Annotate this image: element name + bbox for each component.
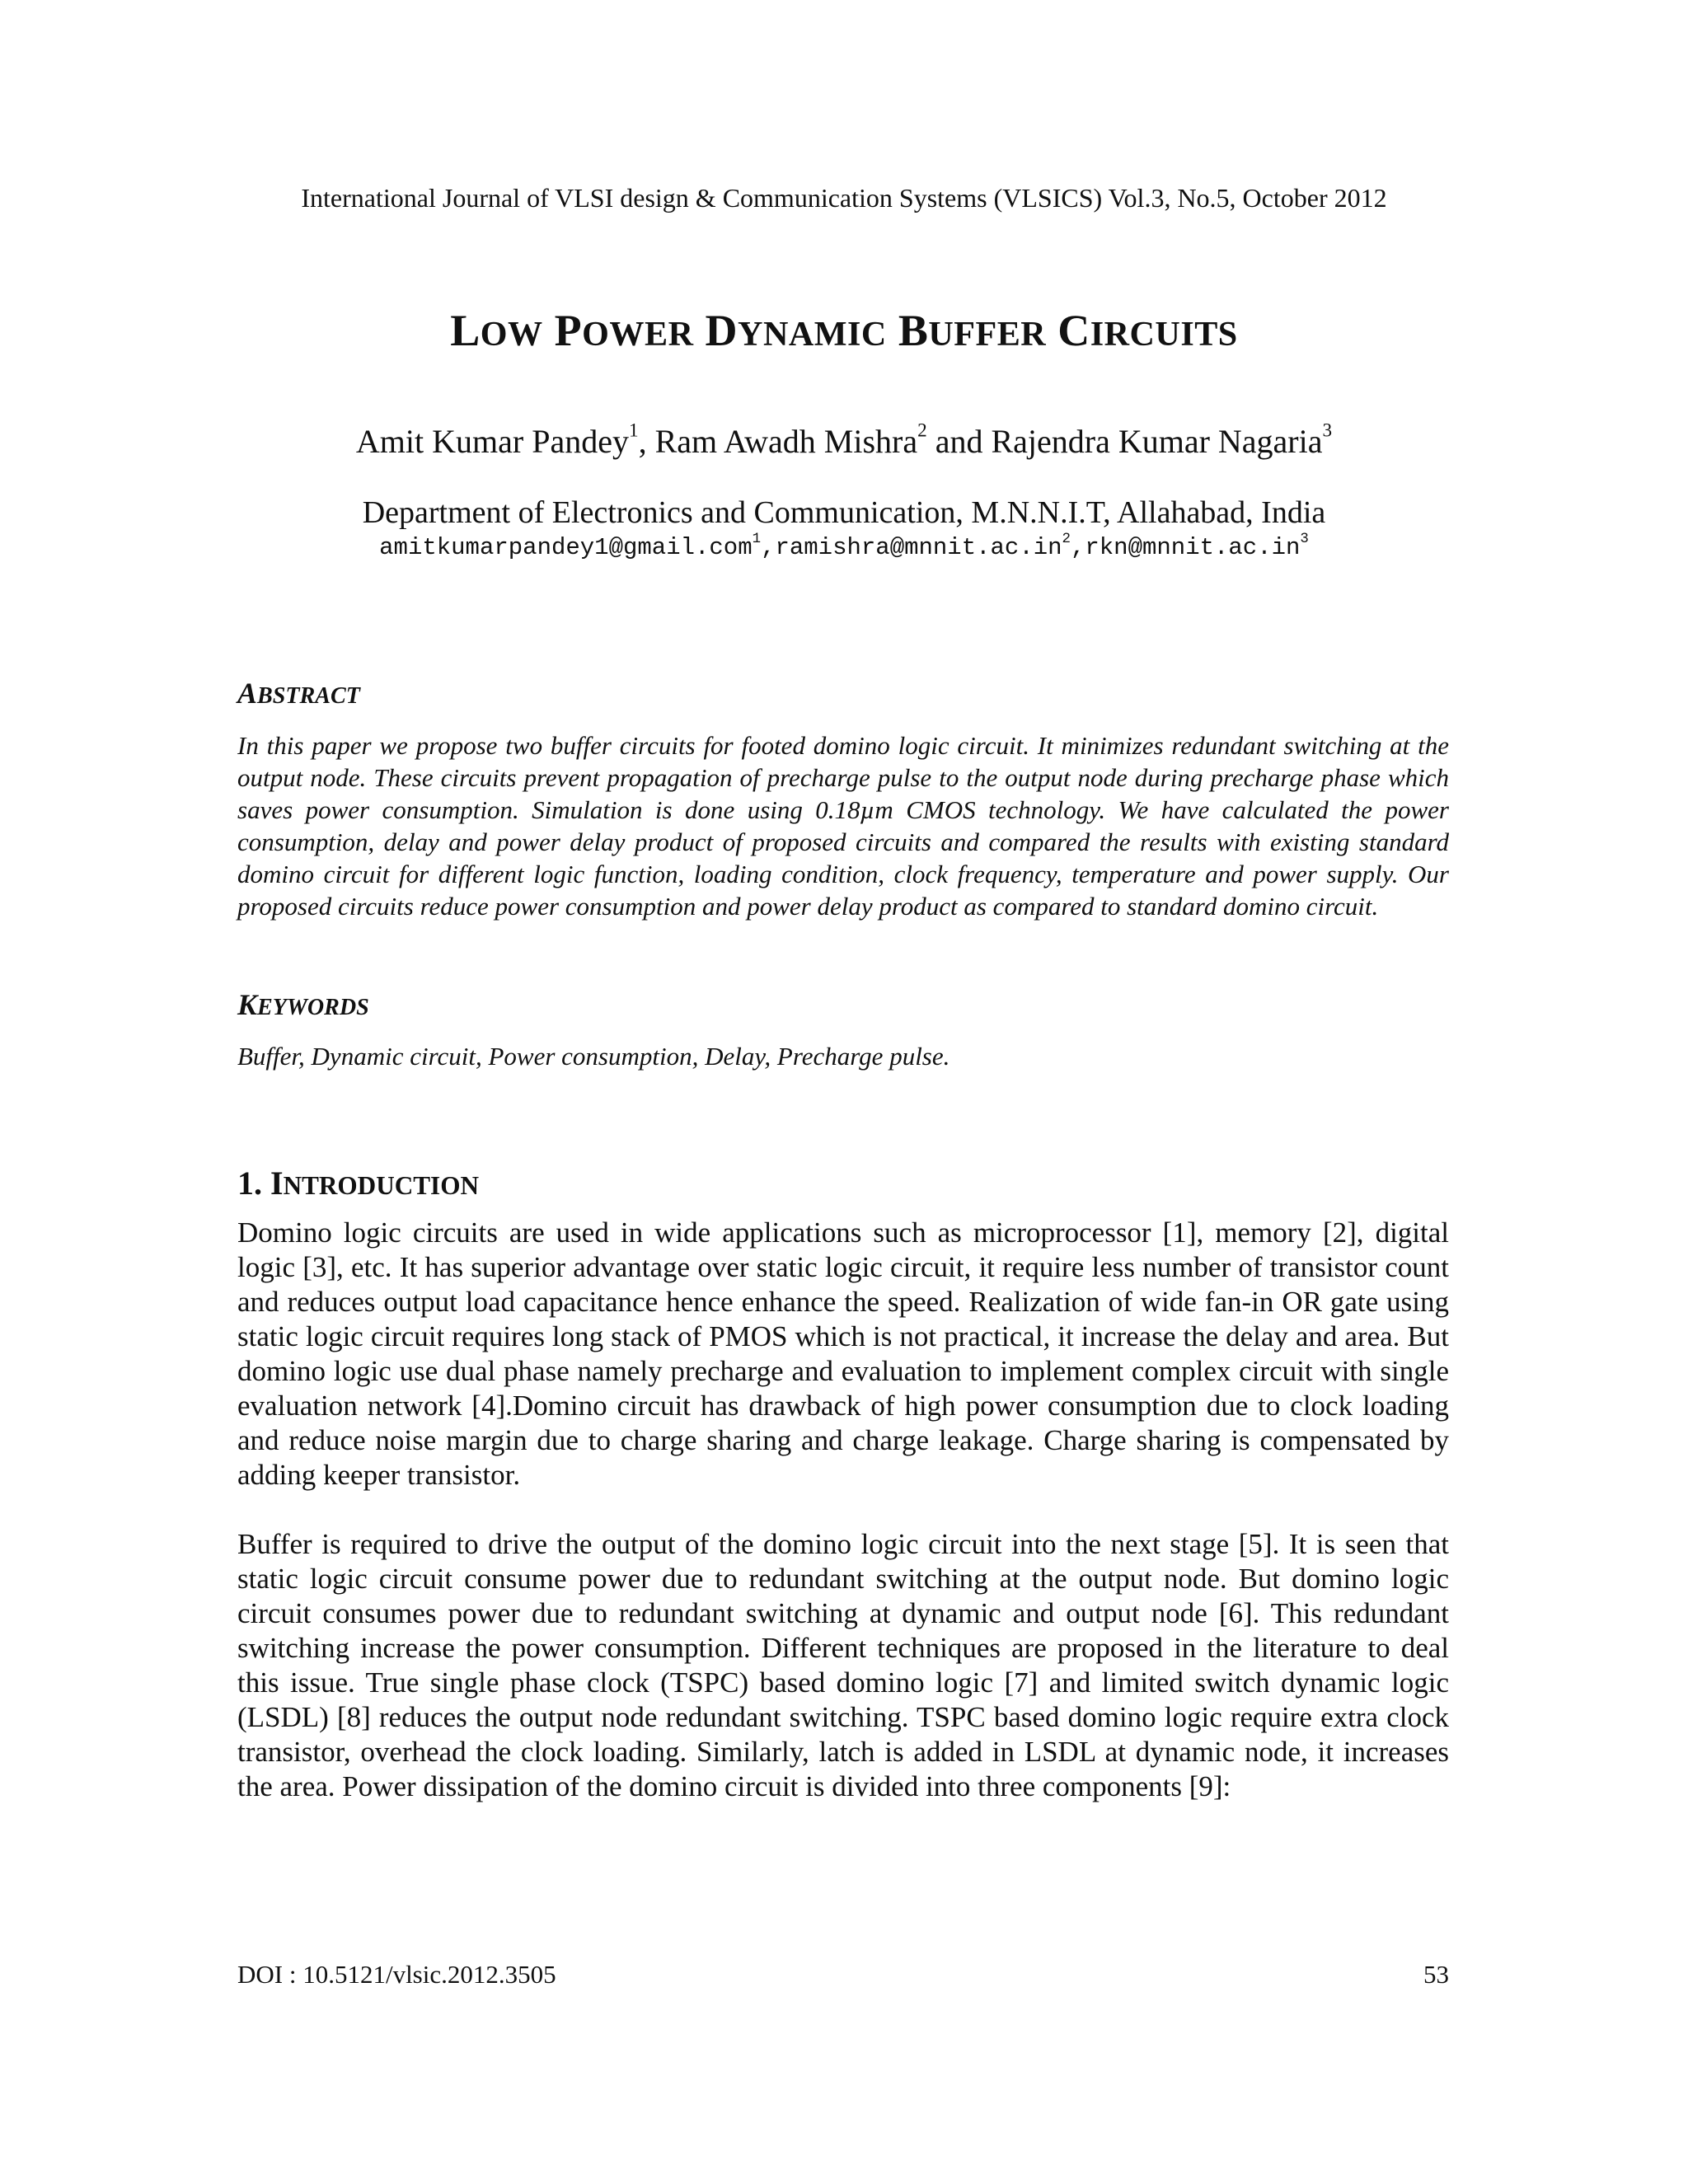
email-2-mark: 2 (1062, 532, 1071, 548)
doi-footer: DOI : 10.5121/vlsic.2012.3505 (237, 1960, 556, 1989)
page-number: 53 (1423, 1960, 1449, 1989)
introduction-heading-rest: NTRODUCTION (283, 1171, 479, 1200)
title-word-5-cap: C (1057, 306, 1090, 355)
author-3-affil-mark: 3 (1322, 419, 1333, 442)
email-1-mark: 1 (752, 532, 762, 548)
title-word-4-rest: UFFER (928, 315, 1047, 354)
intro-paragraph-2: Buffer is required to drive the output of the domino logic circuit into the next stage [5]. It is seen that static logic circuit consume power due to redundant switching at the output node. But domino logic circuit consumes power due to redundant switching at dynamic and output node [6]. This redundant switching increase the power consumption. Different techniques are proposed in the literature to deal this issue. True single phase clock (TSPC) based domino logic [7] and limited switch dynamic logic (LSDL) [8] reduces the output node redundant switching. TSPC based domino logic require extra clock transistor, overhead the clock loading. Similarly, latch is added in LSDL at dynamic node, it increases the area. Power dissipation of the domino circuit is divided into three components [9]: (237, 1528, 1449, 1802)
author-1-affil-mark: 1 (628, 419, 639, 442)
keywords-text: Buffer, Dynamic circuit, Power consumption, Delay, Precharge pulse. (237, 1042, 950, 1071)
section-number: 1. (237, 1165, 270, 1202)
author-separator: , (638, 423, 655, 460)
introduction-heading-cap: I (270, 1165, 284, 1202)
title-word-1-cap: L (450, 306, 481, 355)
title-word-3-rest: YNAMIC (738, 315, 887, 354)
title-word-5-rest: IRCUITS (1090, 315, 1238, 354)
author-2: Ram Awadh Mishra (654, 423, 918, 460)
abstract-text: In this paper we propose two buffer circuits for footed domino logic circuit. It minimizes redundant switching at the output node. These circuits prevent propagation of precharge pulse to the output node during precharge phase which saves power consumption. Simulation is done using 0.18µm CMOS technology. We have calculated the power consumption, delay and power delay product of proposed circuits and compared the results with existing standard domino circuit for different logic function, loading condition, clock frequency, temperature and power supply. Our proposed circuits reduce power consumption and power delay product as compared to standard domino circuit. (237, 731, 1449, 921)
title-word-3-cap: D (705, 306, 738, 355)
abstract-heading (237, 676, 360, 710)
author-3: Rajendra Kumar Nagaria (991, 423, 1323, 460)
email-1: amitkumarpandey1@gmail.com (379, 534, 753, 561)
introduction-heading (237, 1164, 479, 1202)
keywords-heading (237, 987, 369, 1022)
author-separator: and (926, 423, 992, 460)
title-word-2-cap: P (554, 306, 583, 355)
keywords-heading-cap: K (237, 988, 258, 1021)
author-1: Amit Kumar Pandey (355, 423, 629, 460)
email-3: ,rkn@mnnit.ac.in (1070, 534, 1301, 561)
abstract-heading-cap: A (237, 677, 258, 710)
paper-title (0, 305, 1688, 356)
intro-paragraph-1: Domino logic circuits are used in wide applications such as microprocessor [1], memory [2], digital logic [3], etc. It has superior advantage over static logic circuit, it require less number of transistor count and reduces output load capacitance hence enhance the speed. Realization of wide fan-in OR gate using static logic circuit requires long stack of PMOS which is not practical, it increase the delay and area. But domino logic use dual phase namely precharge and evaluation to implement complex circuit with single evaluation network [4].Domino circuit has drawback of high power consumption due to clock loading and reduce noise margin due to charge sharing and charge leakage. Charge sharing is compensated by adding keeper transistor. (237, 1216, 1449, 1491)
title-word-4-cap: B (898, 306, 929, 355)
abstract-heading-rest: BSTRACT (257, 683, 360, 709)
email-3-mark: 3 (1300, 532, 1309, 548)
running-head: International Journal of VLSI design & Communication Systems (VLSICS) Vol.3, No.5, October 2012 (301, 183, 1387, 213)
keywords-heading-rest: EYWORDS (257, 995, 369, 1020)
author-2-affil-mark: 2 (917, 419, 927, 442)
title-word-1-rest: OW (480, 315, 543, 354)
affiliation: Department of Electronics and Communication, M.N.N.I.T, Allahabad, India (362, 495, 1326, 530)
email-2: ,ramishra@mnnit.ac.in (761, 534, 1062, 561)
author-emails (0, 534, 1688, 561)
title-word-2-rest: OWER (582, 315, 694, 354)
author-list (0, 419, 1688, 461)
